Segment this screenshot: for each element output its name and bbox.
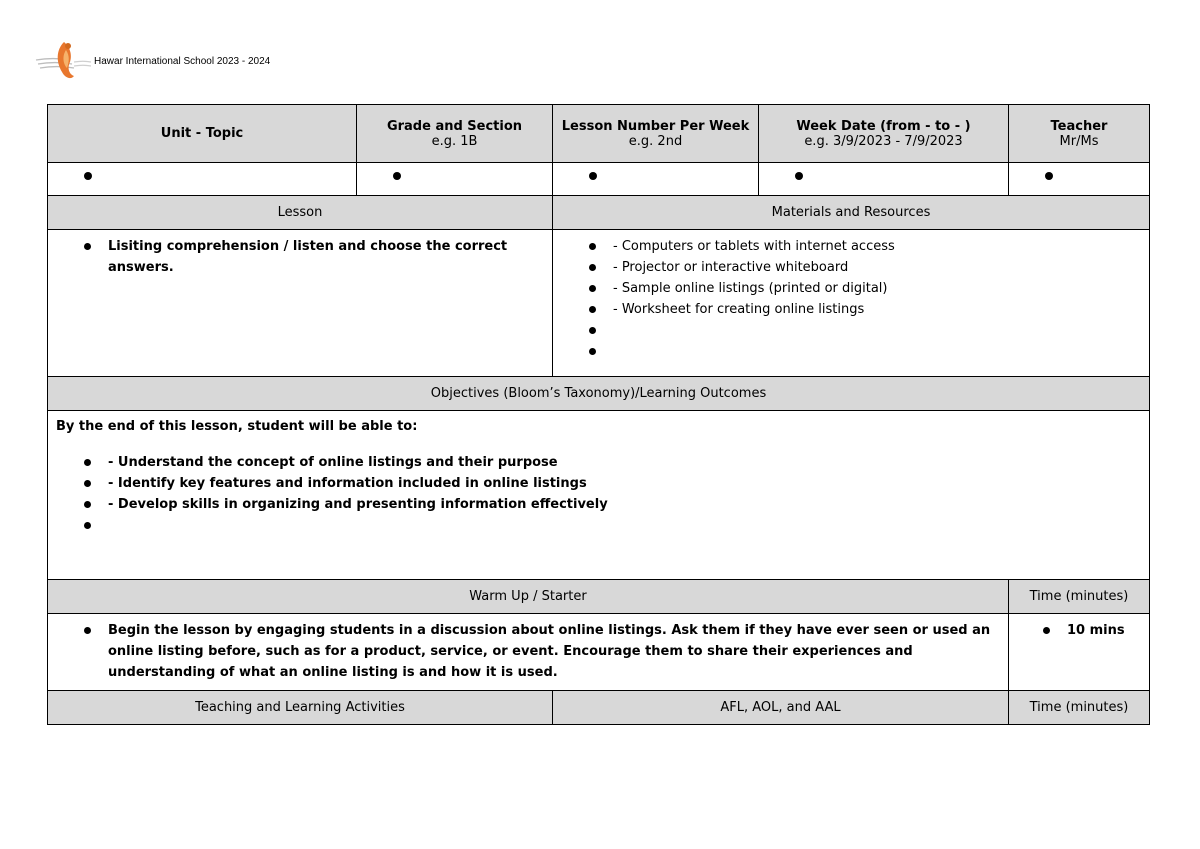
warmup-list [48, 620, 998, 683]
warmup-time-list [1009, 620, 1149, 641]
lesson-plan-table [47, 104, 1150, 725]
objective-item [56, 515, 1149, 536]
lesson-number-value[interactable] [553, 163, 759, 196]
materials-list [553, 236, 1149, 362]
warmup-time-header: Time (minutes) [1009, 580, 1150, 614]
objective-item: - Understand the concept of online listings and their purpose [56, 452, 1149, 473]
objectives-content[interactable] [48, 411, 1150, 580]
teacher-header: Teacher Mr/Ms [1009, 105, 1150, 163]
lesson-content[interactable] [48, 230, 553, 377]
lesson-item: Lisiting comprehension / listen and choose the correct answers. [48, 236, 552, 278]
info-header-row [48, 105, 1150, 163]
warmup-time[interactable] [1009, 614, 1150, 691]
bullet-icon [84, 172, 92, 180]
assessment-header: AFL, AOL, and AAL [553, 691, 1009, 725]
bullet-icon [1045, 172, 1053, 180]
bullet-icon [589, 172, 597, 180]
objectives-content-row [48, 411, 1150, 580]
grade-section-value[interactable] [357, 163, 553, 196]
grade-section-header: Grade and Section e.g. 1B [357, 105, 553, 163]
activities-time-header: Time (minutes) [1009, 691, 1150, 725]
document-header [34, 38, 270, 82]
warmup-time-value: 10 mins [1009, 620, 1149, 641]
unit-topic-value[interactable] [48, 163, 357, 196]
objectives-intro: By the end of this lesson, student will be able to: [56, 419, 418, 434]
lesson-header-row [48, 196, 1150, 230]
warmup-content-row [48, 614, 1150, 691]
objectives-list [56, 452, 1149, 536]
warmup-header-row [48, 580, 1150, 614]
info-value-row [48, 163, 1150, 196]
lesson-header: Lesson [48, 196, 553, 230]
materials-item: - Computers or tablets with internet access [553, 236, 1149, 257]
objective-item: - Develop skills in organizing and presenting information effectively [56, 494, 1149, 515]
materials-item: - Sample online listings (printed or digital) [553, 278, 1149, 299]
objective-item: - Identify key features and information included in online listings [56, 473, 1149, 494]
bullet-icon [393, 172, 401, 180]
materials-item [553, 320, 1149, 341]
materials-header: Materials and Resources [553, 196, 1150, 230]
objectives-header-row [48, 377, 1150, 411]
week-date-header: Week Date (from - to - ) e.g. 3/9/2023 - 7/9/2023 [759, 105, 1009, 163]
lesson-content-row [48, 230, 1150, 377]
warmup-header: Warm Up / Starter [48, 580, 1009, 614]
materials-content[interactable] [553, 230, 1150, 377]
week-date-value[interactable] [759, 163, 1009, 196]
bullet-icon [795, 172, 803, 180]
warmup-item: Begin the lesson by engaging students in a discussion about online listings. Ask them if they have ever seen or used an online listing before, such as for a product, service, or event. Encourage them to share their experiences and understanding of what an online listing is and how it is used. [48, 620, 998, 683]
lesson-number-header: Lesson Number Per Week e.g. 2nd [553, 105, 759, 163]
school-year-label: Hawar International School 2023 - 2024 [94, 55, 271, 67]
unit-topic-header: Unit - Topic [48, 105, 357, 163]
materials-item [553, 341, 1149, 362]
teacher-value[interactable] [1009, 163, 1150, 196]
activities-header-row [48, 691, 1150, 725]
school-logo [34, 38, 92, 82]
activities-header: Teaching and Learning Activities [48, 691, 553, 725]
materials-item: - Projector or interactive whiteboard [553, 257, 1149, 278]
materials-item: - Worksheet for creating online listings [553, 299, 1149, 320]
lesson-list [48, 236, 552, 278]
warmup-content[interactable] [48, 614, 1009, 691]
objectives-header: Objectives (Bloom’s Taxonomy)/Learning Outcomes [48, 377, 1150, 411]
